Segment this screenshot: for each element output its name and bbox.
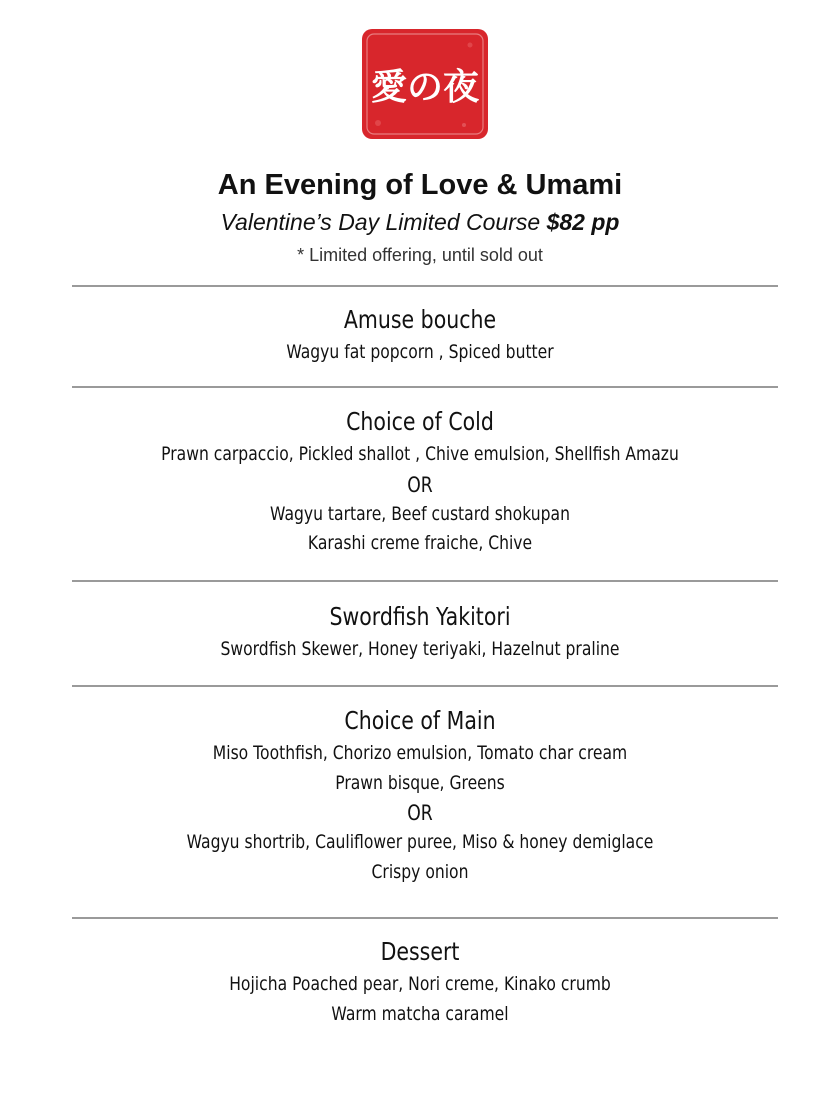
course-line: Miso Toothfish, Chorizo emulsion, Tomato char cream — [212, 742, 628, 764]
seal-graphic — [360, 27, 490, 141]
course-line: Wagyu tartare, Beef custard shokupan — [270, 502, 570, 525]
course-line: Wagyu shortrib, Cauliflower puree, Miso & honey demiglace — [186, 831, 654, 853]
course-title: Choice of Cold — [346, 407, 494, 436]
course-line: Hojicha Poached pear, Nori creme, Kinako crumb — [229, 973, 611, 995]
or-separator: OR — [407, 472, 433, 497]
course-swordfish-yakitori — [76, 601, 765, 665]
logo-seal — [360, 27, 490, 141]
divider — [72, 580, 778, 582]
divider — [72, 685, 778, 687]
course-choice-of-cold — [76, 406, 765, 559]
course-line: Prawn bisque, Greens — [335, 771, 505, 794]
or-separator: OR — [407, 801, 433, 825]
limited-note: * Limited offering, until sold out — [297, 245, 543, 265]
menu-title: An Evening of Love & Umami — [217, 169, 623, 201]
course-line: Wagyu fat popcorn , Spiced butter — [286, 341, 554, 363]
course-title: Amuse bouche — [343, 305, 497, 334]
course-title: Swordfish Yakitori — [329, 602, 511, 631]
course-line: Karashi creme fraiche, Chive — [307, 532, 533, 554]
divider — [72, 386, 778, 388]
course-title: Choice of Main — [344, 706, 496, 735]
menu-subtitle — [0, 207, 840, 237]
course-line: Swordfish Skewer, Honey teriyaki, Hazelnut praline — [220, 638, 620, 660]
course-name: Valentine’s Day Limited Course — [220, 209, 541, 235]
course-price: $82 pp — [546, 209, 620, 235]
course-choice-of-main — [76, 705, 765, 887]
course-amuse-bouche — [76, 304, 765, 368]
course-dessert — [76, 936, 765, 1029]
course-line: Warm matcha caramel — [331, 1002, 509, 1025]
course-title: Dessert — [380, 937, 460, 966]
course-line: Prawn carpaccio, Pickled shallot , Chive emulsion, Shellfish Amazu — [161, 443, 679, 465]
divider — [72, 285, 778, 287]
course-line: Crispy onion — [371, 860, 469, 883]
divider — [72, 917, 778, 919]
logo-text: 愛の夜 — [370, 66, 480, 108]
